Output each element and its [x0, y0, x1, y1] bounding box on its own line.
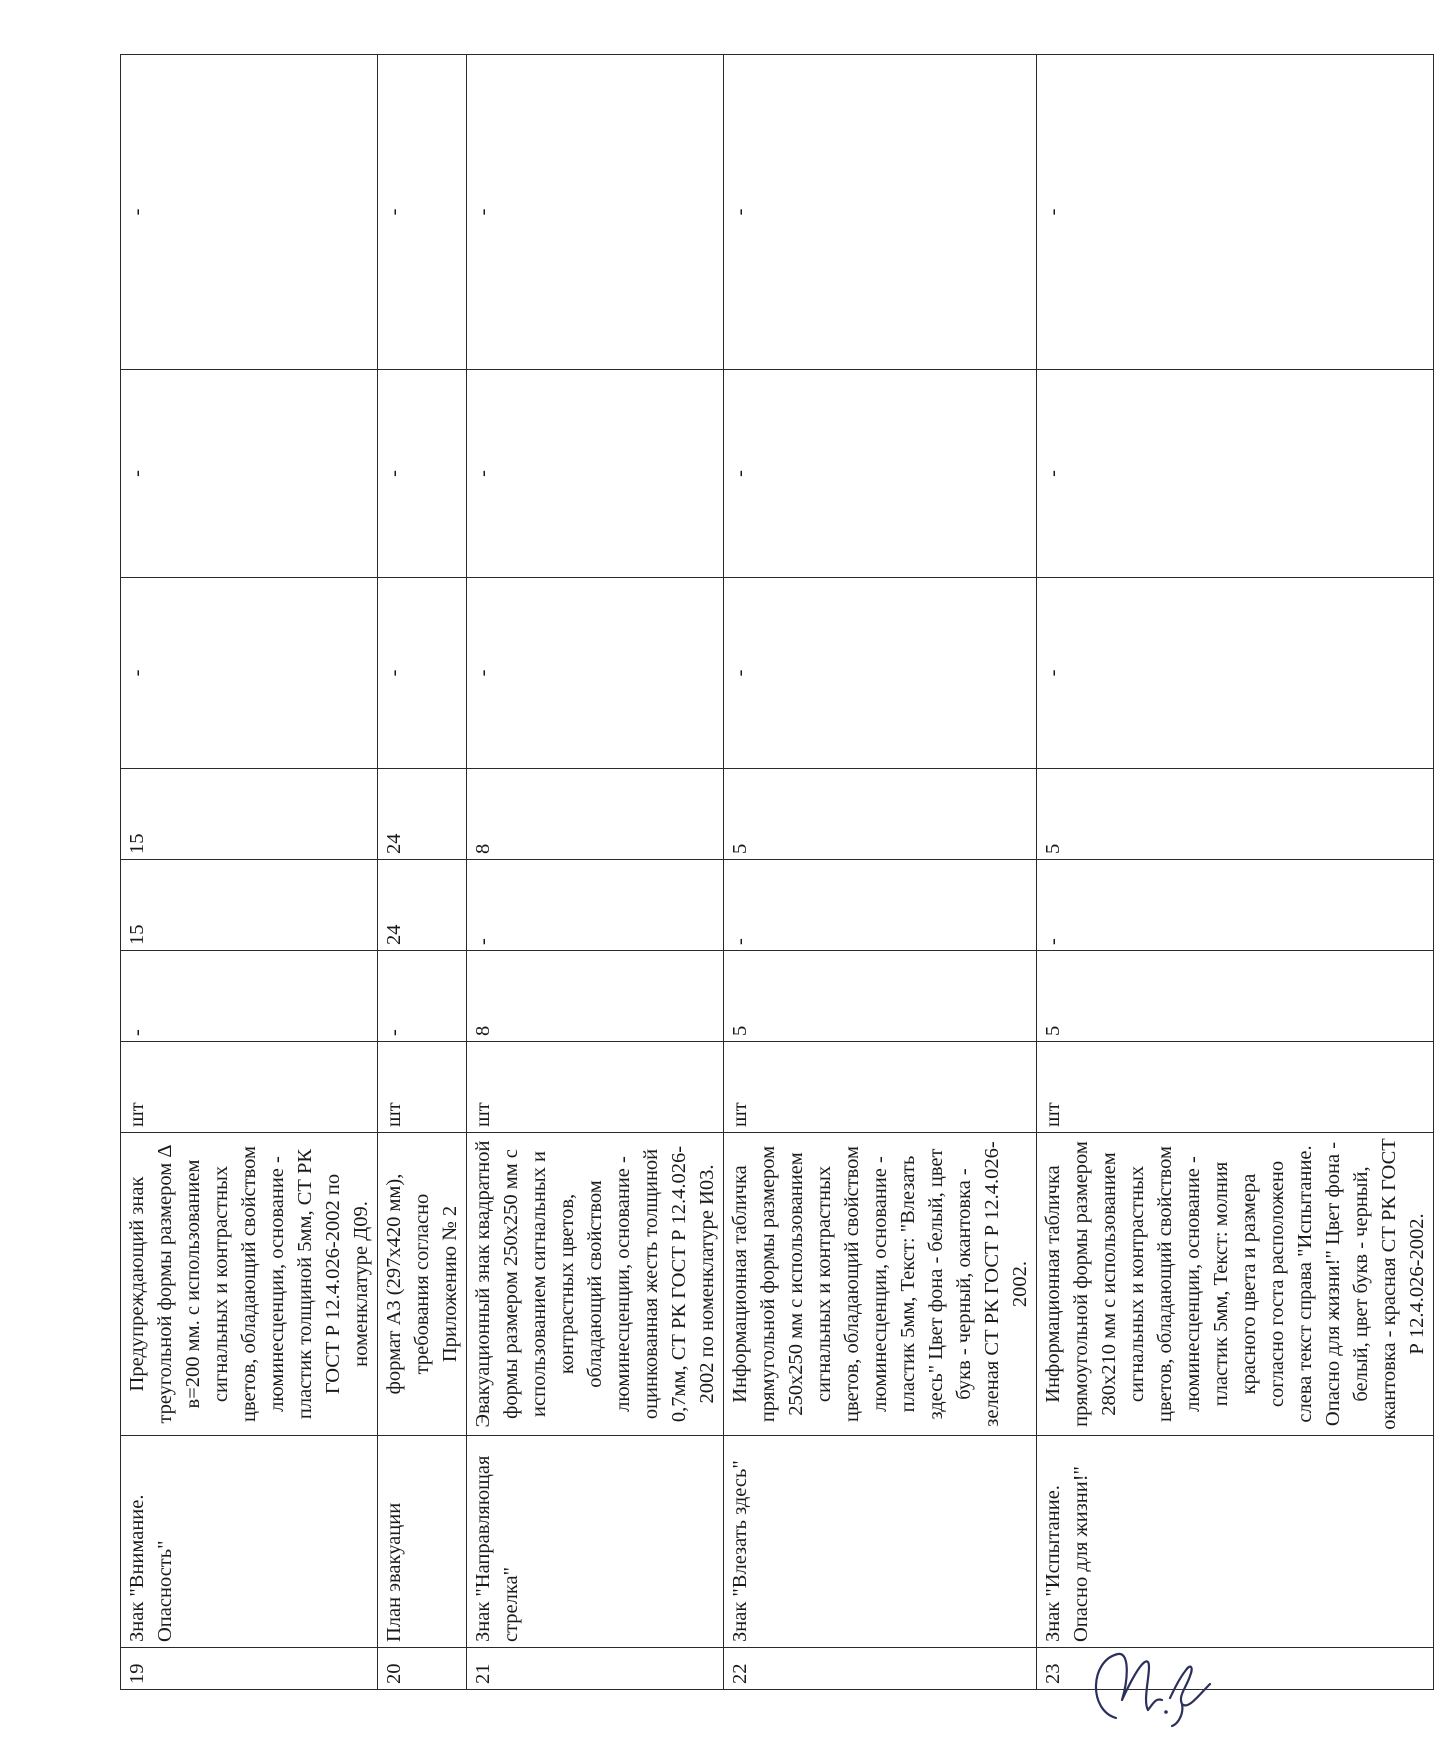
item-qty-total: 5 [1037, 769, 1434, 860]
row-number: 19 [121, 1648, 378, 1690]
item-unit: шт [724, 1042, 1037, 1133]
item-description: Информационная табличка прямоугольной формы размером 280х210 мм с использованием сигнальных и контрастных цветов, обладающий свойством люминесценции, основание - пластик 5мм, Текст: молния красного цвета и размера согласно госта расположено слева текст справа "Испытание. Опасно для жизни!" Цвет фона - белый, цвет букв - черный, окантовка - красная СТ РК ГОСТ Р 12.4.026-2002. [1037, 1133, 1434, 1436]
item-col-10: - [467, 55, 724, 370]
item-qty-total: 15 [121, 769, 378, 860]
item-col-8: - [467, 578, 724, 769]
item-col-9: - [121, 370, 378, 578]
item-qty-total: 8 [467, 769, 724, 860]
item-qty-1: 5 [724, 951, 1037, 1042]
item-col-10: - [724, 55, 1037, 370]
table-row [121, 55, 378, 1690]
item-qty-1: 5 [1037, 951, 1434, 1042]
item-name: План эвакуации [378, 1436, 467, 1648]
item-qty-2: 24 [378, 860, 467, 951]
item-col-9: - [724, 370, 1037, 578]
table-row [1037, 55, 1434, 1690]
item-unit: шт [1037, 1042, 1434, 1133]
rotated-table-container [120, 55, 1428, 1690]
row-number: 21 [467, 1648, 724, 1690]
item-name: Знак "Внимание. Опасность" [121, 1436, 378, 1648]
item-col-10: - [121, 55, 378, 370]
item-unit: шт [378, 1042, 467, 1133]
item-qty-total: 5 [724, 769, 1037, 860]
row-number: 23 [1037, 1648, 1434, 1690]
item-qty-2: 15 [121, 860, 378, 951]
row-number: 20 [378, 1648, 467, 1690]
item-col-8: - [724, 578, 1037, 769]
item-col-10: - [1037, 55, 1434, 370]
item-col-9: - [1037, 370, 1434, 578]
item-qty-1: - [121, 951, 378, 1042]
item-col-8: - [121, 578, 378, 769]
item-qty-1: - [378, 951, 467, 1042]
item-qty-total: 24 [378, 769, 467, 860]
item-name: Знак "Испытание. Опасно для жизни!" [1037, 1436, 1434, 1648]
table-row [378, 55, 467, 1690]
item-description: формат А3 (297х420 мм), требования согласно Приложению № 2 [378, 1133, 467, 1436]
item-unit: шт [467, 1042, 724, 1133]
item-description: Предупреждающий знак треугольной формы размером Δ в=200 мм. с использованием сигнальных и контрастных цветов, обладающий свойством люминесценции, основание - пластик толщиной 5мм, СТ РК ГОСТ Р 12.4.026-2002 по номенклатуре Д09. [121, 1133, 378, 1436]
item-unit: шт [121, 1042, 378, 1133]
item-name: Знак "Влезать здесь" [724, 1436, 1037, 1648]
table-row [724, 55, 1037, 1690]
item-col-9: - [378, 370, 467, 578]
item-qty-2: - [724, 860, 1037, 951]
item-description: Информационная табличка прямугольной формы размером 250х250 мм с использованием сигнальных и контрастных цветов, обладающий свойством люминесценции, основание - пластик 5мм, Текст: "Влезать здесь" Цвет фона - белый, цвет букв - черный, окантовка - зеленая СТ РК ГОСТ Р 12.4.026-2002. [724, 1133, 1037, 1436]
item-col-8: - [1037, 578, 1434, 769]
item-col-8: - [378, 578, 467, 769]
handwritten-signature [1078, 1640, 1218, 1730]
item-name: Знак "Направляющая стрелка" [467, 1436, 724, 1648]
item-qty-2: - [1037, 860, 1434, 951]
items-table [120, 54, 1434, 1690]
table-row [467, 55, 724, 1690]
row-number: 22 [724, 1648, 1037, 1690]
item-col-10: - [378, 55, 467, 370]
item-qty-1: 8 [467, 951, 724, 1042]
item-col-9: - [467, 370, 724, 578]
item-qty-2: - [467, 860, 724, 951]
item-description: Эвакуационный знак квадратной формы размером 250х250 мм с использованием сигнальных и контрастных цветов, обладающий свойством люминесценции, основание - оцинкованная жесть толщиной 0,7мм, СТ РК ГОСТ Р 12.4.026-2002 по номенклатуре И03. [467, 1133, 724, 1436]
